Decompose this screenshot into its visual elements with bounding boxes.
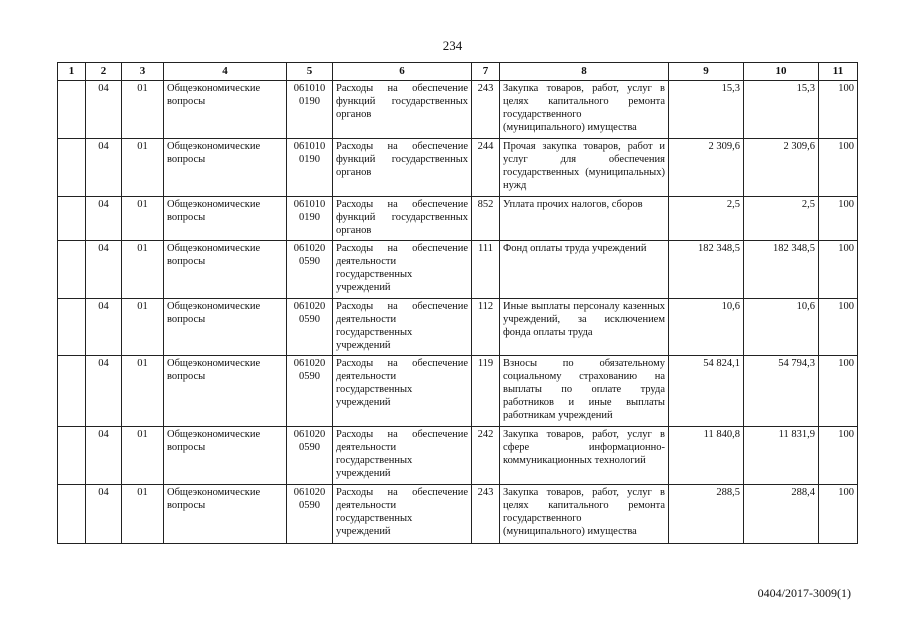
table-row xyxy=(58,197,858,241)
cell-planned: 182 348,5 xyxy=(669,241,744,299)
cell-expense-code: 243 xyxy=(472,81,500,139)
cell-expense-code: 112 xyxy=(472,299,500,356)
cell-col1 xyxy=(58,356,86,427)
table-row xyxy=(58,81,858,139)
col-header-4: 4 xyxy=(164,63,287,81)
cell-expense-code: 243 xyxy=(472,485,500,544)
cell-percent: 100 xyxy=(819,356,858,427)
cell-section: 04 xyxy=(86,81,122,139)
cell-section-name: Общеэкономические вопросы xyxy=(164,241,287,299)
cell-target-code: 061020 0590 xyxy=(287,485,333,544)
cell-planned: 11 840,8 xyxy=(669,427,744,485)
cell-expense-code: 111 xyxy=(472,241,500,299)
cell-subsection: 01 xyxy=(122,299,164,356)
cell-section: 04 xyxy=(86,427,122,485)
table-row xyxy=(58,485,858,544)
cell-planned: 288,5 xyxy=(669,485,744,544)
cell-col1 xyxy=(58,427,86,485)
cell-executed: 2 309,6 xyxy=(744,139,819,197)
cell-section-name: Общеэкономические вопросы xyxy=(164,139,287,197)
table-row xyxy=(58,299,858,356)
cell-col1 xyxy=(58,485,86,544)
col-header-3: 3 xyxy=(122,63,164,81)
cell-planned: 2,5 xyxy=(669,197,744,241)
cell-section-name: Общеэкономические вопросы xyxy=(164,197,287,241)
cell-expense-name: Уплата прочих налогов, сборов xyxy=(500,197,669,241)
cell-expense-name: Взносы по обязательному социальному страхованию на выплаты по оплате труда работников и иные выплаты работникам учреждений xyxy=(500,356,669,427)
cell-planned: 54 824,1 xyxy=(669,356,744,427)
col-header-2: 2 xyxy=(86,63,122,81)
cell-percent: 100 xyxy=(819,427,858,485)
cell-expense-code: 244 xyxy=(472,139,500,197)
cell-target-code: 061010 0190 xyxy=(287,139,333,197)
cell-section: 04 xyxy=(86,299,122,356)
cell-col1 xyxy=(58,139,86,197)
cell-planned: 10,6 xyxy=(669,299,744,356)
cell-planned: 15,3 xyxy=(669,81,744,139)
col-header-11: 11 xyxy=(819,63,858,81)
cell-percent: 100 xyxy=(819,299,858,356)
cell-subsection: 01 xyxy=(122,356,164,427)
header-row xyxy=(58,63,858,81)
cell-percent: 100 xyxy=(819,485,858,544)
col-header-10: 10 xyxy=(744,63,819,81)
cell-target-code: 061020 0590 xyxy=(287,241,333,299)
cell-target-name: Расходы на обеспечение функций государственных органов xyxy=(333,197,472,241)
page-number: 234 xyxy=(442,38,463,53)
cell-section: 04 xyxy=(86,139,122,197)
cell-percent: 100 xyxy=(819,81,858,139)
cell-col1 xyxy=(58,81,86,139)
cell-section-name: Общеэкономические вопросы xyxy=(164,81,287,139)
cell-percent: 100 xyxy=(819,197,858,241)
cell-target-code: 061010 0190 xyxy=(287,81,333,139)
cell-target-name: Расходы на обеспечение деятельности государственных учреждений xyxy=(333,299,472,356)
cell-expense-name: Фонд оплаты труда учреждений xyxy=(500,241,669,299)
cell-expense-name: Иные выплаты персоналу казенных учреждений, за исключением фонда оплаты труда xyxy=(500,299,669,356)
table-row xyxy=(58,427,858,485)
cell-executed: 182 348,5 xyxy=(744,241,819,299)
cell-section-name: Общеэкономические вопросы xyxy=(164,356,287,427)
col-header-9: 9 xyxy=(669,63,744,81)
cell-col1 xyxy=(58,241,86,299)
cell-subsection: 01 xyxy=(122,139,164,197)
table-row xyxy=(58,241,858,299)
cell-target-name: Расходы на обеспечение функций государственных органов xyxy=(333,81,472,139)
cell-target-name: Расходы на обеспечение деятельности государственных учреждений xyxy=(333,485,472,544)
cell-executed: 2,5 xyxy=(744,197,819,241)
cell-section-name: Общеэкономические вопросы xyxy=(164,485,287,544)
cell-executed: 11 831,9 xyxy=(744,427,819,485)
cell-subsection: 01 xyxy=(122,81,164,139)
cell-section-name: Общеэкономические вопросы xyxy=(164,427,287,485)
cell-col1 xyxy=(58,299,86,356)
document-code: 0404/2017-3009(1) xyxy=(757,586,851,600)
col-header-6: 6 xyxy=(333,63,472,81)
cell-target-code: 061020 0590 xyxy=(287,299,333,356)
col-header-8: 8 xyxy=(500,63,669,81)
cell-executed: 15,3 xyxy=(744,81,819,139)
cell-target-name: Расходы на обеспечение деятельности государственных учреждений xyxy=(333,427,472,485)
cell-expense-name: Закупка товаров, работ, услуг в целях капитального ремонта государственного (муниципального) имущества xyxy=(500,81,669,139)
cell-section: 04 xyxy=(86,241,122,299)
cell-target-code: 061010 0190 xyxy=(287,197,333,241)
cell-planned: 2 309,6 xyxy=(669,139,744,197)
cell-expense-name: Закупка товаров, работ, услуг в целях капитального ремонта государственного (муниципального) имущества xyxy=(500,485,669,544)
budget-table xyxy=(57,62,858,544)
cell-expense-code: 119 xyxy=(472,356,500,427)
cell-section: 04 xyxy=(86,356,122,427)
cell-percent: 100 xyxy=(819,139,858,197)
cell-target-name: Расходы на обеспечение деятельности государственных учреждений xyxy=(333,241,472,299)
col-header-7: 7 xyxy=(472,63,500,81)
cell-expense-name: Закупка товаров, работ, услуг в сфере информационно-коммуникационных технологий xyxy=(500,427,669,485)
cell-target-name: Расходы на обеспечение функций государственных органов xyxy=(333,139,472,197)
cell-col1 xyxy=(58,197,86,241)
cell-expense-code: 242 xyxy=(472,427,500,485)
cell-section: 04 xyxy=(86,485,122,544)
cell-executed: 54 794,3 xyxy=(744,356,819,427)
table-row xyxy=(58,139,858,197)
cell-subsection: 01 xyxy=(122,427,164,485)
cell-executed: 288,4 xyxy=(744,485,819,544)
cell-expense-code: 852 xyxy=(472,197,500,241)
cell-section: 04 xyxy=(86,197,122,241)
cell-target-name: Расходы на обеспечение деятельности государственных учреждений xyxy=(333,356,472,427)
cell-expense-name: Прочая закупка товаров, работ и услуг для обеспечения государственных (муниципальных) нужд xyxy=(500,139,669,197)
col-header-1: 1 xyxy=(58,63,86,81)
cell-percent: 100 xyxy=(819,241,858,299)
cell-subsection: 01 xyxy=(122,241,164,299)
col-header-5: 5 xyxy=(287,63,333,81)
table-row xyxy=(58,356,858,427)
cell-executed: 10,6 xyxy=(744,299,819,356)
cell-target-code: 061020 0590 xyxy=(287,427,333,485)
cell-target-code: 061020 0590 xyxy=(287,356,333,427)
cell-subsection: 01 xyxy=(122,485,164,544)
cell-section-name: Общеэкономические вопросы xyxy=(164,299,287,356)
cell-subsection: 01 xyxy=(122,197,164,241)
